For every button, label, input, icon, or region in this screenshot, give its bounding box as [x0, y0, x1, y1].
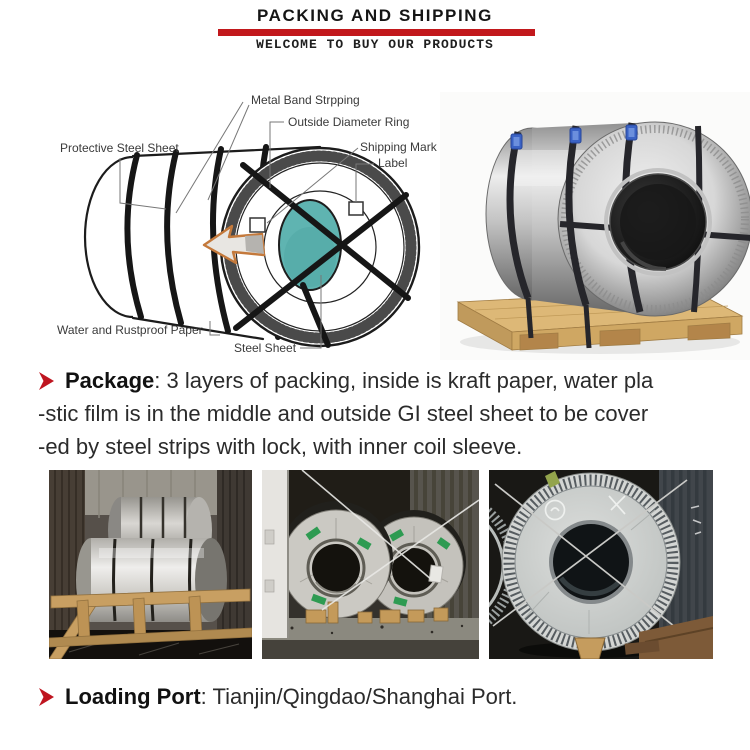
package-line-2: -stic film is in the middle and outside GI steel sheet to be cover [38, 401, 649, 426]
diagram-label-protective-steel-sheet: Protective Steel Sheet [60, 141, 179, 155]
diagram-label-steel-sheet: Steel Sheet [234, 341, 297, 355]
photo1-drawing [49, 470, 252, 659]
front-coil [76, 538, 227, 622]
shipping-mark-square [250, 218, 265, 232]
package-text-1: : 3 layers of packing, inside is kraft paper, water pla [154, 368, 654, 393]
diagram-label-outside-diameter-ring: Outside Diameter Ring [288, 115, 410, 129]
loading-port-heading: Loading Port [65, 684, 201, 709]
package-section [38, 364, 730, 463]
package-heading: Package [65, 368, 155, 393]
diagram-label-water-rustproof-paper: Water and Rustproof Paper [57, 323, 203, 337]
photo-coils-side-in-container [49, 470, 252, 659]
red-arrow-icon [38, 371, 55, 391]
photo3-drawing [489, 470, 713, 659]
red-arrow-icon [38, 687, 55, 707]
diagram-label-metal-band: Metal Band Strpping [251, 93, 360, 107]
photo-coil-closeup [489, 470, 713, 659]
red-divider-bar [218, 29, 535, 36]
page-subtitle: WELCOME TO BUY OUR PRODUCTS [256, 37, 494, 52]
diagram-label-shipping-mark: Shipping Mark [360, 140, 437, 154]
loading-port-section [38, 680, 730, 713]
coil-on-pallet-drawing [440, 92, 750, 360]
photo-coil-on-pallet [440, 92, 750, 360]
container-loading-photos [49, 470, 717, 659]
package-line-1 [38, 364, 730, 397]
photo-coils-face-on-in-container [262, 470, 479, 659]
coil-diagram-drawing [38, 85, 443, 363]
label-square [349, 202, 363, 215]
package-line-3: -ed by steel strips with lock, with inner coil sleeve. [38, 434, 523, 459]
photo2-drawing [262, 470, 479, 659]
diagram-label-label: Label [378, 156, 408, 170]
loading-port-text: : Tianjin/Qingdao/Shanghai Port. [200, 684, 518, 709]
coil-packing-diagram [38, 85, 443, 363]
page-title: PACKING AND SHIPPING [256, 6, 494, 25]
